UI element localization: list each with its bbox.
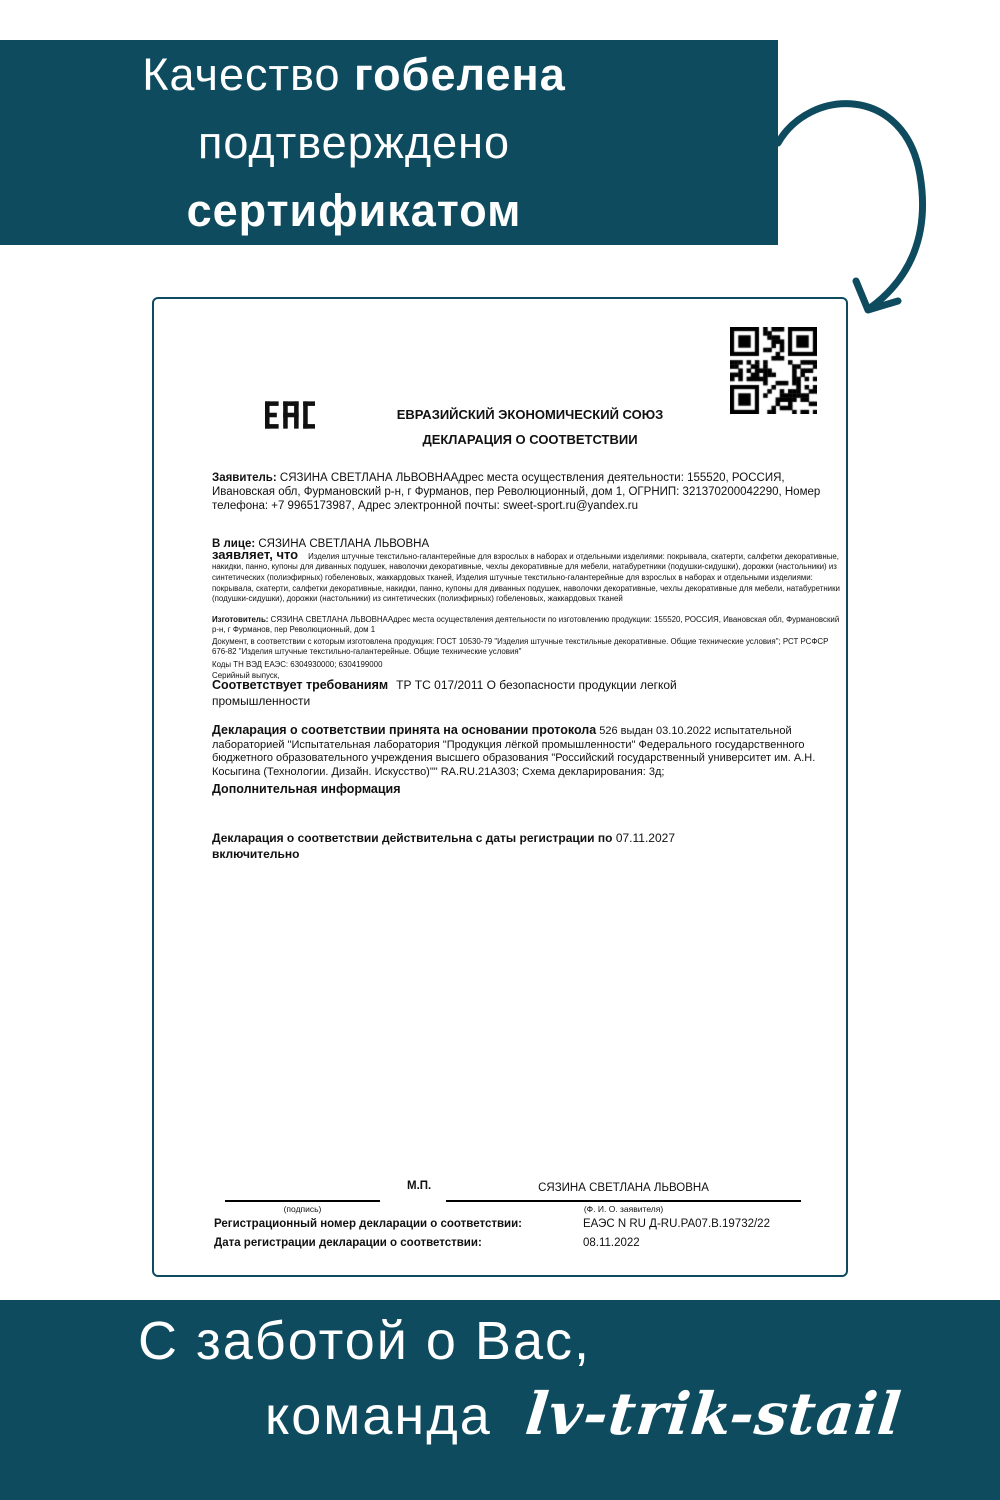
protocol-label: Декларация о соответствии принята на основании протокола xyxy=(212,723,597,737)
complies-paragraph xyxy=(212,677,752,709)
bottom-banner-line-1: С заботой о Вас, xyxy=(138,1311,591,1371)
codes-paragraph: Коды ТН ВЭД ЕАЭС: 6304930000; 6304199000 xyxy=(212,659,383,669)
curved-arrow-icon xyxy=(770,95,950,325)
bottom-banner-line-2 xyxy=(265,1380,905,1448)
declaration-title: ДЕКЛАРАЦИЯ О СООТВЕТСТВИИ xyxy=(422,432,638,447)
reg-number-value: ЕАЭС N RU Д-RU.РА07.В.19732/22 xyxy=(583,1218,770,1230)
banner-line1-bold: гобелена xyxy=(354,48,566,100)
validity-label: Декларация о соответствии действительна с даты регистрации по xyxy=(212,831,613,845)
manufacturer-paragraph xyxy=(212,615,840,636)
additional-info-label: Дополнительная информация xyxy=(212,781,401,796)
top-banner xyxy=(0,40,778,245)
applicant-paragraph xyxy=(212,471,836,514)
signature-line xyxy=(225,1200,380,1202)
declares-label: заявляет, что xyxy=(212,546,299,562)
banner-line-1 xyxy=(142,41,565,109)
person-text: СЯЗИНА СВЕТЛАНА ЛЬВОВНА xyxy=(258,537,430,550)
person-paragraph xyxy=(212,537,836,551)
stamp-place-label: М.П. xyxy=(407,1180,432,1192)
reg-number-label: Регистрационный номер декларации о соответствии: xyxy=(214,1218,523,1230)
person-label: В лице: xyxy=(212,537,256,550)
signature-name: СЯЗИНА СВЕТЛАНА ЛЬВОВНА xyxy=(538,1182,709,1194)
certificate xyxy=(152,297,848,1277)
declares-text: Изделия штучные текстильно-галантерейные для взрослых в наборах и отдельными изделиями: покрывала, скатерти, салфетки декоративные, накидки, панно, купоны для диванных подушек, наволочки декоративные, чехлы декоративные для мебели, натабуретники (подушки-сидушки), дорожки (настольники) из синтетических (полиэфирных) гобеленовых, жаккардовых тканей, Изделия штучные текстильно-галантерейные для взрослых в наборах и отдельными изделиями: покрывала, скатерти, салфетки декоративные, накидки, панно, купоны для диванных подушек, наволочки декоративные, чехлы декоративные для мебели, натабуретники (подушки-сидушки), дорожки (настольники) из синтетических (полиэфирных) гобеленовых, жаккардовых тканей xyxy=(212,551,840,604)
bottom-banner xyxy=(0,1300,1000,1500)
signature-caption: (подпись) xyxy=(283,1204,322,1214)
document-paragraph: Документ, в соответствии с которым изготовлена продукция: ГОСТ 10530-79 "Изделия штучные текстильные декоративные. Общие технические условия"; РСТ РСФСР 676-82 "Изделия штучные текстильно-галантерейные. Общие технические условия" xyxy=(212,636,829,657)
applicant-text: СЯЗИНА СВЕТЛАНА ЛЬВОВНААдрес места осуществления деятельности: 155520, РОССИЯ, Ивановская обл, Фурмановский р-н, г Фурманов, пер Революционный, дом 1, ОГРНИП: 321370200042290, Номер телефона: +7 9965173987, Адрес электронной почты: sweet-sport.ru@yandex.ru xyxy=(212,471,821,512)
banner-line-3: сертификатом xyxy=(186,184,522,236)
fio-caption: (Ф. И. О. заявителя) xyxy=(583,1204,664,1214)
reg-date-label: Дата регистрации декларации о соответствии: xyxy=(214,1237,482,1249)
validity-suffix: включительно xyxy=(212,847,300,861)
protocol-text: 526 выдан 03.10.2022 испытательной лабораторией "Испытательная лаборатория "Продукция лёгкой промышленности" Федерального государственного бюджетного образовательного учреждения высшего образования "Российский государственный университет им. А.Н. Косыгина (Технологии. Дизайн. Искусство)"" RA.RU.21A303; Схема декларирования: 3д; xyxy=(212,725,816,778)
complies-text: ТР ТС 017/2011 О безопасности продукции легкой промышленности xyxy=(212,678,677,708)
reg-date-value: 08.11.2022 xyxy=(583,1237,640,1249)
manufacturer-label: Изготовитель: xyxy=(212,614,269,624)
validity-date: 07.11.2027 xyxy=(612,831,675,845)
manufacturer-text: СЯЗИНА СВЕТЛАНА ЛЬВОВНААдрес места осуществления деятельности по изготовлению продукции: 155520, РОССИЯ, Ивановская обл, Фурмановский р-н, г Фурманов, пер Революционный, дом 1 xyxy=(212,614,840,635)
complies-label: Соответствует требованиям xyxy=(212,678,389,692)
applicant-label: Заявитель: xyxy=(212,471,277,484)
name-line xyxy=(446,1200,801,1202)
banner-line1-regular: Качество xyxy=(142,48,355,100)
brand-script-text: lv-trik-stail xyxy=(522,1380,905,1448)
banner-line-2: подтверждено xyxy=(198,116,510,168)
qr-code xyxy=(730,327,817,414)
union-title: ЕВРАЗИЙСКИЙ ЭКОНОМИЧЕСКИЙ СОЮЗ xyxy=(396,407,664,422)
serial-paragraph: Серийный выпуск, xyxy=(212,670,280,680)
team-text: команда xyxy=(265,1386,492,1446)
declares-paragraph xyxy=(212,546,840,605)
protocol-paragraph xyxy=(212,724,836,779)
validity-paragraph xyxy=(212,830,836,862)
